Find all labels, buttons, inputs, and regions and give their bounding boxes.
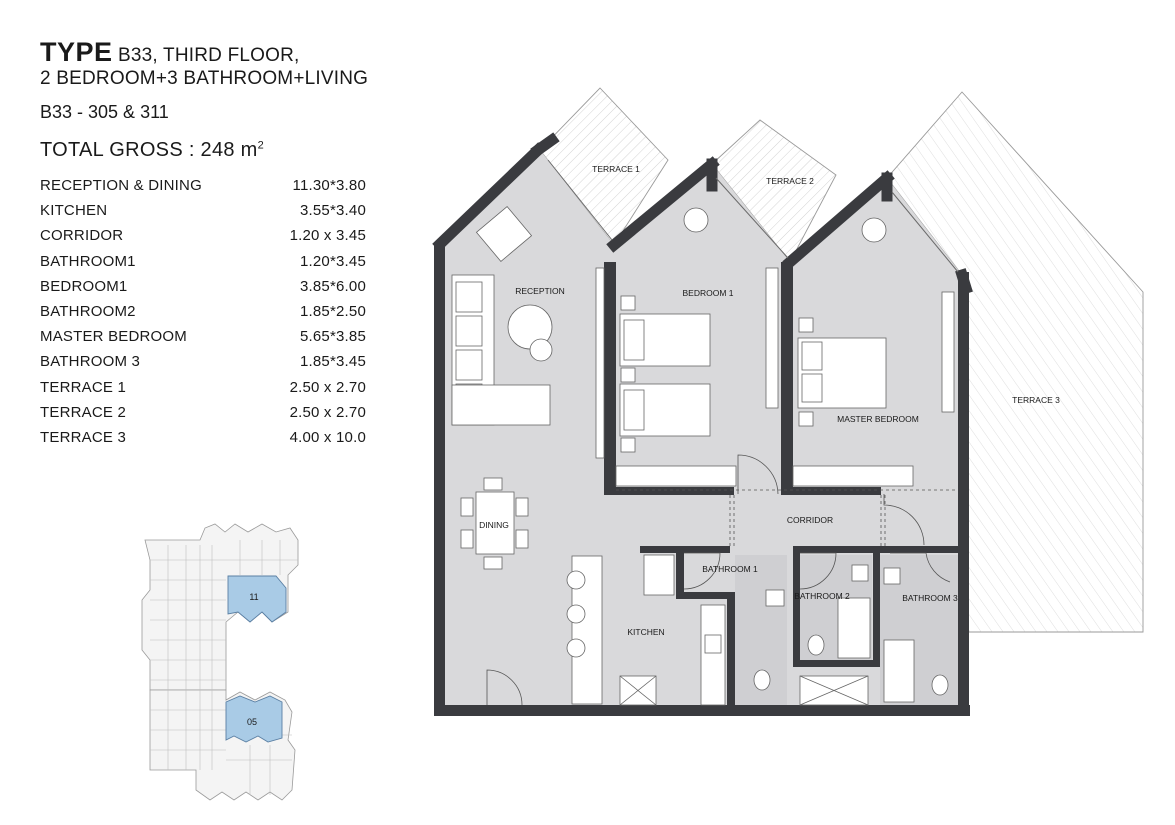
room-dimensions: 3.55*3.40 [299, 202, 366, 220]
wall-kitchen-right [676, 553, 684, 599]
room-dimensions: 11.30*3.80 [292, 177, 366, 194]
chair-4 [461, 530, 473, 548]
total-gross-text: TOTAL GROSS : 248 m [40, 139, 258, 161]
room-name: TERRACE 1 [40, 378, 126, 396]
wall-right [958, 272, 969, 716]
label-bedroom-1: BEDROOM 1 [682, 288, 734, 298]
room-name: BATHROOM 3 [40, 353, 141, 371]
label-bathroom-1: BATHROOM 1 [702, 564, 758, 574]
wall-bath1-right [727, 592, 735, 705]
master-desk [942, 292, 954, 412]
room-dimensions: 1.85*2.50 [299, 302, 366, 320]
pillow-1 [624, 320, 644, 360]
room-dimensions: 1.85*3.45 [299, 353, 366, 371]
sofa-seat-2 [456, 316, 482, 346]
label-terrace-2: TERRACE 2 [766, 176, 814, 186]
room-dimensions: 3.85*6.00 [299, 277, 366, 295]
type-description: B33, THIRD FLOOR, [118, 45, 300, 66]
room-name: BATHROOM1 [40, 252, 136, 270]
wall-left [434, 242, 445, 716]
side-table [530, 339, 552, 361]
floor-plan [434, 88, 1143, 716]
wall-bedroom1-left [604, 262, 616, 494]
bath1-basin [766, 590, 784, 606]
master-pillow-1 [802, 342, 822, 370]
wall-bath2-bottom [793, 660, 880, 667]
bath1-wc [754, 670, 770, 690]
pillow-2 [624, 390, 644, 430]
master-nightstand-2 [799, 412, 813, 426]
room-name: RECEPTION & DINING [40, 177, 202, 194]
room-dimensions: 2.50 x 2.70 [289, 378, 366, 396]
room-name: KITCHEN [40, 202, 108, 220]
chair-6 [516, 530, 528, 548]
bath3-basin [884, 568, 900, 584]
wall-master-left [781, 262, 793, 494]
room-name: BEDROOM1 [40, 277, 128, 295]
room-dimensions: 2.50 x 2.70 [289, 403, 366, 421]
label-dining: DINING [479, 520, 509, 530]
wardrobe-1 [616, 466, 736, 486]
room-name: TERRACE 2 [40, 403, 126, 421]
label-master-bedroom: MASTER BEDROOM [837, 414, 919, 424]
room-name: BATHROOM2 [40, 302, 136, 320]
chair-5 [516, 498, 528, 516]
bath3-tub [884, 640, 914, 702]
master-wardrobe [793, 466, 913, 486]
bath2-shower [838, 598, 870, 658]
label-bathroom-3: BATHROOM 3 [902, 593, 958, 603]
type-word: TYPE [40, 37, 113, 67]
counter [701, 605, 725, 705]
sofa-seat-1 [456, 282, 482, 312]
bath3-wc [932, 675, 948, 695]
desk-1 [766, 268, 778, 408]
label-terrace-3: TERRACE 3 [1012, 395, 1060, 405]
sofa-base [452, 385, 550, 425]
room-dimensions: 1.20*3.45 [299, 252, 366, 270]
wall-bath2-right [873, 546, 880, 666]
master-pillow-2 [802, 374, 822, 402]
stool-2 [567, 605, 585, 623]
plant-1 [684, 208, 708, 232]
room-dimensions: 4.00 x 10.0 [289, 428, 366, 446]
sink [705, 635, 721, 653]
stool-3 [567, 639, 585, 657]
configuration-text: 2 BEDROOM+3 BATHROOM+LIVING [40, 68, 369, 89]
room-name: TERRACE 3 [40, 428, 126, 446]
chair-2 [484, 557, 502, 569]
plant-2 [862, 218, 886, 242]
nightstand-1 [621, 296, 635, 310]
chair-1 [484, 478, 502, 490]
label-terrace-1: TERRACE 1 [592, 164, 640, 174]
unit-numbers: B33 - 305 & 311 [40, 102, 169, 122]
key-plan-unit-05-label: 05 [246, 717, 258, 727]
room-dimensions: 1.20 x 3.45 [289, 227, 366, 245]
label-corridor: CORRIDOR [786, 515, 834, 525]
wall-master-bottom [781, 487, 881, 495]
fridge [644, 555, 674, 595]
wall-bath1-top [684, 592, 734, 599]
room-dimensions: 5.65*3.85 [299, 328, 366, 346]
chair-3 [461, 498, 473, 516]
key-plan-unit-11-label: 11 [249, 592, 259, 602]
bath2-wc [808, 635, 824, 655]
stool-1 [567, 571, 585, 589]
label-kitchen: KITCHEN [627, 627, 665, 637]
wall-bedroom1-bottom [604, 487, 734, 495]
nightstand-2 [621, 368, 635, 382]
label-reception: RECEPTION [515, 286, 565, 296]
master-nightstand-1 [799, 318, 813, 332]
room-name: MASTER BEDROOM [40, 328, 187, 346]
sofa-seat-3 [456, 350, 482, 380]
key-plan [142, 524, 298, 800]
area-unit-sup: 2 [257, 139, 265, 152]
nightstand-3 [621, 438, 635, 452]
room-name: CORRIDOR [40, 227, 124, 245]
wall-corridor-bottom [640, 546, 730, 553]
label-bathroom-2: BATHROOM 2 [794, 591, 850, 601]
wall-bottom [434, 705, 970, 716]
bath2-basin [852, 565, 868, 581]
tv-console [596, 268, 604, 458]
wall-bath2-left [793, 546, 800, 666]
